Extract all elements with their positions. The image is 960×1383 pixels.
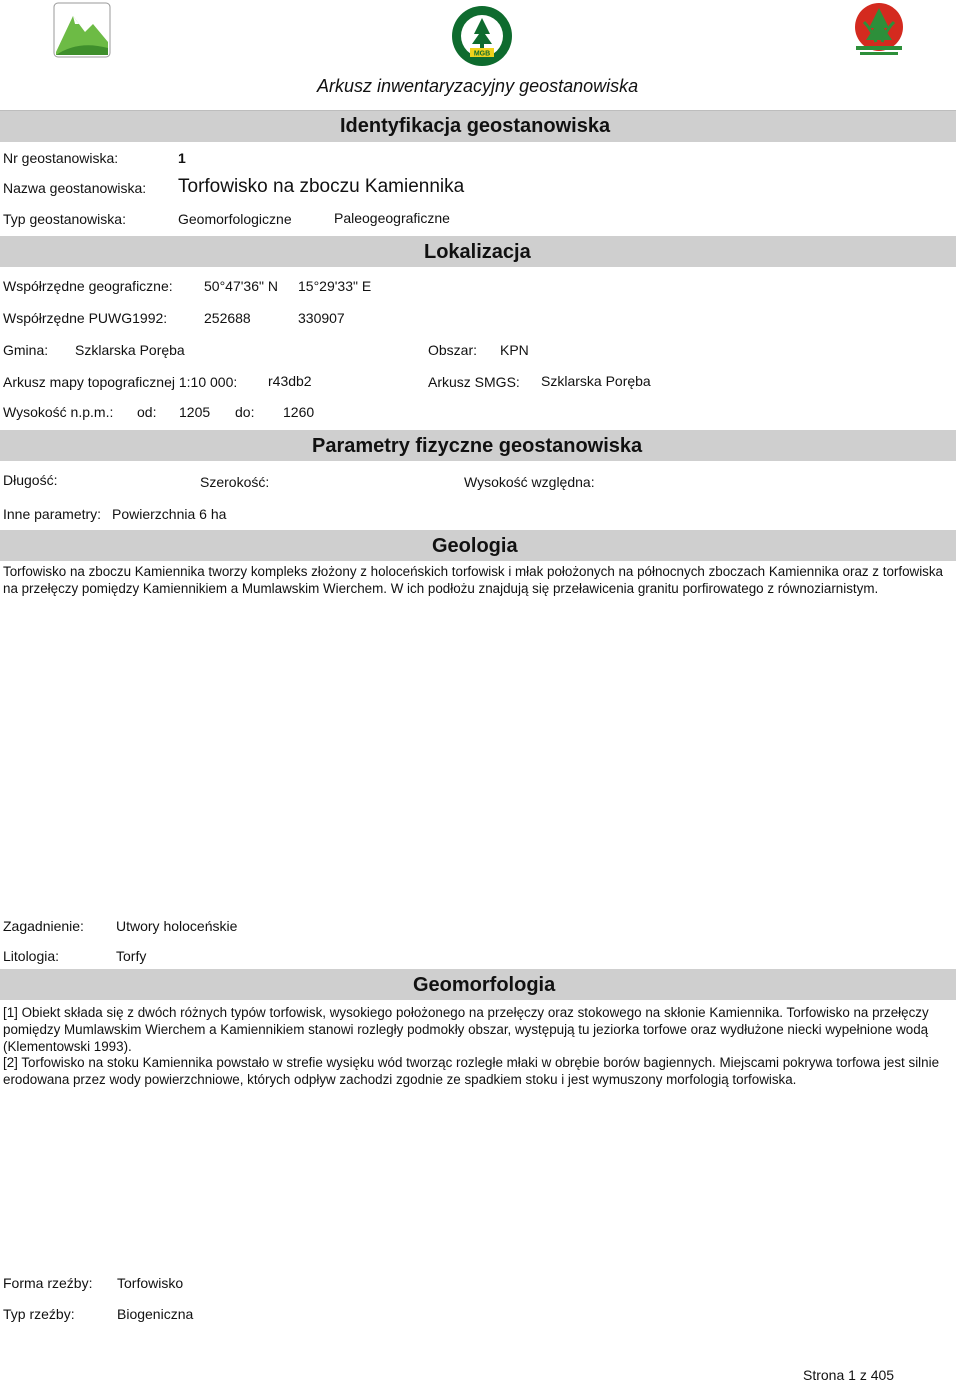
puwg-x: 252688: [204, 310, 251, 326]
od-value: 1205: [179, 404, 211, 420]
arkusz-smgs-label: Arkusz SMGS:: [428, 374, 520, 390]
wysokosc-label: Wysokość n.p.m.:: [3, 404, 114, 420]
puwg-y: 330907: [298, 310, 345, 326]
park-seal-logo-icon: [450, 4, 514, 68]
inne-value: Powierzchnia 6 ha: [112, 506, 227, 522]
wsp-geo-e: 15°29'33" E: [298, 278, 372, 294]
dlugosc-label: Długość:: [3, 472, 58, 488]
nr-value: 1: [178, 150, 186, 166]
geomorfologia-paragraph-1: [1] Obiekt składa się z dwóch różnych typów torfowisk, wysokiego położonego na przełęczy oraz stokowego na skłonie Kamiennika. Torfowisko na przełęczy pomiędzy Mumlawskim Wierchem a Kamiennikiem stanowi rozległy podmokły obszar, występują tu jeziorka torfowe oraz wydłużone niecki wypełnione wodą (Klementowski 1993).: [3, 1005, 929, 1054]
forma-value: Torfowisko: [117, 1275, 184, 1291]
obszar-label: Obszar:: [428, 342, 478, 358]
gmina-value: Szklarska Poręba: [75, 342, 185, 358]
obszar-value: KPN: [500, 342, 529, 358]
geologia-paragraph: Torfowisko na zboczu Kamiennika tworzy kompleks złożony z holoceńskich torfowisk i młak położonych na północnych zboczach Kamiennika oraz z torfowiska na przełęczy pomiędzy Kamiennikiem a Mumlawskim Wierchem. W ich podłożu znajdują się przeławicenia granitu porfirowatego z równoziarnistym.: [3, 564, 944, 596]
mountain-logo-icon: [53, 2, 111, 58]
geologia-text: [3, 564, 943, 598]
od-label: od:: [137, 404, 157, 420]
szerokosc-label: Szerokość:: [200, 474, 270, 490]
document-title: Arkusz inwentaryzacyjny geostanowiska: [317, 76, 639, 96]
section-title-identyfikacja: Identyfikacja geostanowiska: [340, 115, 611, 137]
do-value: 1260: [283, 404, 315, 420]
wsp-geo-label: Współrzędne geograficzne:: [3, 278, 173, 294]
typ-value-1: Geomorfologiczne: [178, 211, 292, 227]
page-number: Strona 1 z 405: [803, 1367, 895, 1383]
nazwa-label: Nazwa geostanowiska:: [3, 180, 147, 196]
wsp-geo-n: 50°47'36" N: [204, 278, 278, 294]
logo-center-text: MGB: [473, 50, 491, 58]
arkusz-smgs-value: Szklarska Poręba: [541, 373, 651, 389]
section-title-geologia: Geologia: [432, 535, 518, 557]
geomorfologia-paragraph-2: [2] Torfowisko na stoku Kamiennika powstało w strefie wysięku wód tworząc rozległe młaki w obrębie borów bagiennych. Miejscami pokrywa torfowa jest silnie erodowana przez wody powierzchniowe, których odpływ zachodzi zgodnie ze spadkiem stoku i jest wymuszony morfologią torfowiska.: [3, 1055, 940, 1088]
typ-rzezby-value: Biogeniczna: [117, 1306, 194, 1322]
do-label: do:: [235, 404, 255, 420]
zagadnienie-label: Zagadnienie:: [3, 918, 84, 934]
nazwa-value: Torfowisko na zboczu Kamiennika: [178, 176, 465, 197]
typ-label: Typ geostanowiska:: [3, 211, 126, 227]
zagadnienie-value: Utwory holoceńskie: [116, 918, 238, 934]
geomorfologia-text: [3, 1005, 943, 1089]
litologia-value: Torfy: [116, 948, 147, 964]
arkusz-topo-value: r43db2: [268, 373, 312, 389]
nr-label: Nr geostanowiska:: [3, 150, 119, 166]
litologia-label: Litologia:: [3, 948, 60, 964]
typ-rzezby-label: Typ rzeźby:: [3, 1306, 75, 1322]
typ-value-2: Paleogeograficzne: [334, 210, 450, 226]
forma-label: Forma rzeźby:: [3, 1275, 93, 1291]
section-title-lokalizacja: Lokalizacja: [424, 241, 531, 263]
arkusz-topo-label: Arkusz mapy topograficznej 1:10 000:: [3, 374, 238, 390]
inne-label: Inne parametry:: [3, 506, 102, 522]
national-park-logo-icon: [854, 2, 904, 60]
section-title-geomorfologia: Geomorfologia: [413, 974, 556, 996]
section-title-parametry: Parametry fizyczne geostanowiska: [312, 435, 643, 457]
wysokosc-wzgl-label: Wysokość względna:: [464, 474, 595, 490]
puwg-label: Współrzędne PUWG1992:: [3, 310, 168, 326]
gmina-label: Gmina:: [3, 342, 49, 358]
